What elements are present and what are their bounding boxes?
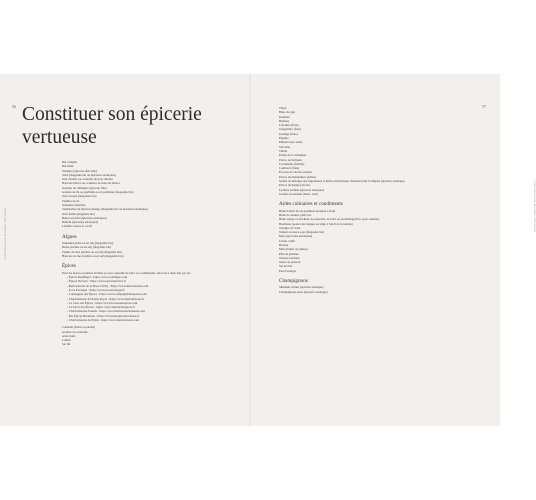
list-item: Tilleul	[279, 148, 288, 153]
list-item: Huile vierge à l'arachide, de noisettes, de noix ou en mélange (bio, pour cuisiner)	[279, 217, 380, 222]
list-item: Pâte de pimenta	[279, 251, 299, 256]
list-item: Tomates séchées	[279, 255, 300, 260]
list-item: Bouillons (poulet des laïques ou laïgu à l'aïoli de la tomate)	[279, 221, 353, 226]
left-page-number: 56	[12, 104, 16, 109]
list-item: Feuille de nori (séchée ou en sel) (magasins bio)	[62, 249, 122, 254]
list-item: Dulse (séchée ou en sel) (magasins bio)	[62, 245, 112, 250]
list-item: - L'herboristerie d'Anaïs : https://www.herboristeriedanais.com	[67, 309, 145, 314]
list-item: Écorces de citrons séchées	[279, 170, 312, 175]
list-item: Harissa	[279, 243, 289, 247]
list-item: Lentilles vertes et corail	[62, 224, 92, 229]
list-item: Miso (épiceries asiatiques)	[279, 234, 313, 239]
list-item: Curcuma (frais)	[279, 123, 299, 128]
list-item: Graines de coriandre	[62, 329, 88, 334]
list-item: Shiitakés séchés (épicerie asiatique)	[279, 285, 324, 290]
list-item: - Compagnie des Épices : https://www.compagniedesepices.com	[67, 292, 147, 297]
right-page-number: 57	[482, 104, 486, 109]
list-item: Sachet de mélange aux ingrédients et herbes médicinales chinoises prêt à l'emploi (épicerie asiatique)	[279, 179, 405, 184]
list-item: Poivre de Sichuan	[279, 157, 302, 162]
list-item: Citron confit	[279, 238, 295, 243]
list-item: Eau d'oranger	[279, 268, 297, 273]
list-item: Graines de lin ou psyllium ou en paillettes (magasins bio)	[62, 190, 134, 195]
list-item: Gingembre (frais)	[279, 127, 302, 132]
spice-list	[279, 106, 405, 196]
epices-intro: Pour les épices et plantes séchées je vous conseille de faire vos commandes, une fois à deux fois par an :	[62, 270, 192, 275]
algues-list	[62, 241, 257, 258]
list-item: Sel de mer	[279, 264, 293, 269]
list-item: Thym	[279, 106, 287, 110]
list-item: Combava (frais)	[279, 166, 300, 171]
list-item: Huile de sésame grillé bio	[279, 212, 312, 217]
list-item: Miso (bruns ou jaunes)	[279, 247, 308, 252]
list-item: Soba (magasins bio ou épiceries asiatiques)	[62, 172, 116, 177]
running-head-right: CONSTITUER SON ÉPICERIE VERTUEUSE	[533, 180, 536, 233]
page-title: Constituer son épicerie vertueuse	[22, 104, 202, 148]
list-item: Feuilles de riz	[62, 198, 80, 203]
left-column	[62, 160, 257, 347]
list-item: - Bio Épices Bordeaux : https://www.bioepicesbordeaux.fr	[67, 313, 140, 318]
list-item: Romarin	[279, 114, 290, 119]
list-item: Anis étoilé	[62, 333, 76, 338]
list-item: - L'herboristerie du Palais : https://www.herboristerie.com	[67, 317, 139, 322]
list-item: Cannelle (bâton et poudre)	[62, 325, 96, 330]
list-item: Haricots blancs ou cornettes de haricots blancs	[62, 181, 120, 186]
list-item: Tamari ou sauce soja (magasins bio)	[279, 230, 325, 235]
list-item: Vinaigre de cidre	[279, 225, 301, 230]
list-item: Vinaigre (épicerie africaine)	[62, 168, 97, 173]
list-item: Badiane	[279, 118, 290, 123]
aides-heading: Aides culinaires et condiments	[279, 201, 343, 208]
epices-list	[62, 325, 257, 346]
list-item: - L'herboristerie du Palais Royal : https://www.herboristerie.fr	[67, 296, 144, 301]
epices-heading: Épices	[62, 263, 76, 270]
list-item: Poivre de mandarines séchées	[279, 174, 317, 179]
list-item: Citronnelle (fraîche)	[279, 161, 305, 166]
list-item: - La Case aux Épices : https://www.lacaseauxepices.com	[67, 300, 138, 305]
list-item: - Le Tiroir des Épices : https://www.letiroirdesepices.fr	[67, 305, 136, 310]
list-item: - Terre Exotique : https://www.terreexotique.fr	[67, 287, 125, 292]
list-item: - Épices Navarre : https://www.epicesnavarre.fr	[67, 279, 126, 284]
list-item: Galanga (frais)	[279, 131, 298, 136]
list-item: Kimchi (épiceries asiatiques)	[62, 220, 99, 225]
list-item: Lychées séchées (épicerie asiatique)	[279, 187, 324, 192]
champignons-heading: Champignons	[279, 277, 308, 284]
list-item: Galettes de châtaigne (épicerie fine)	[62, 185, 107, 190]
list-item: - Épices Roellinger : https://www.roellinger.com	[67, 275, 128, 280]
list-item: Tofu ferme (magasins bio)	[62, 211, 95, 216]
list-item: Champignons noirs (épicerie asiatique)	[279, 289, 328, 294]
list-item: Tofu soyeux (magasins bio)	[62, 194, 97, 199]
list-item: Piment doux séché	[279, 140, 303, 145]
list-item: Vermicelles de haricots mungo (magasins bio ou épiceries asiatiques)	[62, 207, 148, 212]
running-head-left: CONSTITUER SON ÉPICERIE VERTUEUSE	[4, 207, 7, 260]
list-item: Pointe de la Jamaïque	[279, 153, 307, 158]
list-item: Amandes blanches	[62, 202, 86, 207]
right-column	[279, 106, 405, 294]
list-item: Wakamé (séché ou en sel) (magasins bio)	[62, 241, 114, 246]
pantry-list	[62, 160, 257, 229]
list-item: Haricots de mer (séchés ou en sel) (magasins bio)	[62, 254, 124, 259]
list-item: Graines de sésame (blanc, noir)	[279, 191, 319, 196]
list-item: Huile d'olive bio de première pression à froid	[279, 208, 336, 213]
epices-shop-list	[62, 275, 257, 322]
list-item: Verveine	[279, 144, 290, 149]
list-item: Poivre de Kampot (frais)	[279, 183, 310, 188]
aides-list	[279, 209, 405, 273]
list-item: Pois chiches ou cornettes de pois chiches	[62, 177, 113, 182]
list-item: Riz blanc	[62, 164, 74, 169]
list-item: Sauce de poisson	[279, 260, 301, 265]
list-item: Paprika	[279, 136, 289, 141]
list-item: Riz complet	[62, 160, 78, 164]
list-item: Sel fin	[62, 342, 71, 347]
list-item: Cumin	[62, 338, 71, 343]
list-item: - Herboristerie de la Place Clichy : https://www.herboristerie.com	[67, 283, 149, 288]
list-item: Baies de goji	[279, 110, 296, 115]
algues-heading: Algues	[62, 233, 77, 240]
list-item: Butter-scotchs (épiceries asiatiques)	[62, 215, 107, 220]
champignons-list	[279, 285, 405, 294]
